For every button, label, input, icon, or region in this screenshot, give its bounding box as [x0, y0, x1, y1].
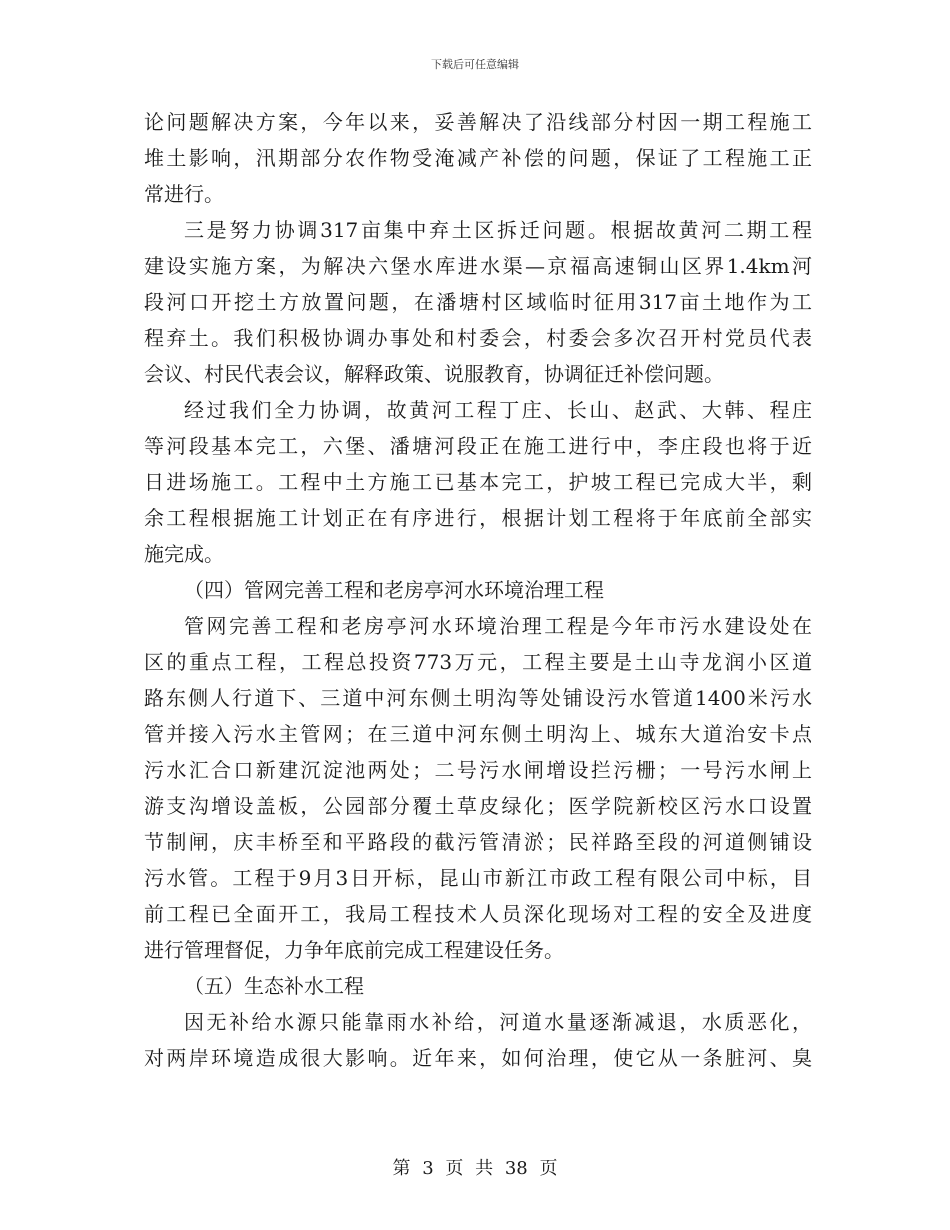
text-line: 段河口开挖土方放置问题，在潘塘村区域临时征用317亩土地作为工: [144, 290, 812, 314]
text-line: 论问题解决方案，今年以来，妥善解决了沿线部分村因一期工程施工: [144, 110, 812, 134]
text-line: 因无补给水源只能靠雨水补给，河道水量逐渐减退，水质恶化，: [184, 1010, 812, 1034]
text-line: 三是努力协调317亩集中弃土区拆迁问题。根据故黄河二期工程: [184, 218, 812, 242]
section-heading: （四）管网完善工程和老房亭河水环境治理工程: [184, 578, 604, 602]
text-line: 路东侧人行道下、三道中河东侧土明沟等处铺设污水管道1400米污水: [144, 686, 812, 710]
text-line: 程弃土。我们积极协调办事处和村委会，村委会多次召开村党员代表: [144, 326, 812, 350]
text-line: 游支沟增设盖板，公园部分覆土草皮绿化；医学院新校区污水口设置: [144, 794, 812, 818]
text-line: 常进行。: [144, 182, 224, 206]
text-line: 日进场施工。工程中土方施工已基本完工，护坡工程已完成大半，剩: [144, 470, 812, 494]
document-body: [144, 104, 812, 1076]
page-header: 下载后可任意编辑: [431, 58, 519, 71]
text-line: 进行管理督促，力争年底前完成工程建设任务。: [144, 938, 564, 962]
text-line: 节制闸，庆丰桥至和平路段的截污管清淤；民祥路至段的河道侧铺设: [144, 830, 812, 854]
page-number: 第 3 页 共 38 页: [392, 1158, 558, 1179]
text-line: 等河段基本完工，六堡、潘塘河段正在施工进行中，李庄段也将于近: [144, 434, 812, 458]
text-line: 前工程已全面开工，我局工程技术人员深化现场对工程的安全及进度: [144, 902, 812, 926]
text-line: 污水汇合口新建沉淀池两处；二号污水闸增设拦污栅；一号污水闸上: [144, 758, 812, 782]
text-line: 经过我们全力协调，故黄河工程丁庄、长山、赵武、大韩、程庄: [184, 398, 812, 422]
text-line: 会议、村民代表会议，解释政策、说服教育，协调征迁补偿问题。: [144, 362, 724, 386]
text-line: 区的重点工程，工程总投资773万元，工程主要是土山寺龙润小区道: [144, 650, 812, 674]
text-line: 管网完善工程和老房亭河水环境治理工程是今年市污水建设处在: [184, 614, 812, 638]
text-line: 污水管。工程于9月3日开标，昆山市新江市政工程有限公司中标，目: [144, 866, 812, 890]
text-line: 建设实施方案，为解决六堡水库进水渠—京福高速铜山区界1.4km河: [144, 254, 812, 278]
text-line: 堆土影响，汛期部分农作物受淹减产补偿的问题，保证了工程施工正: [144, 146, 812, 170]
text-line: 余工程根据施工计划正在有序进行，根据计划工程将于年底前全部实: [144, 506, 812, 530]
text-line: 对两岸环境造成很大影响。近年来，如何治理，使它从一条脏河、臭: [144, 1046, 812, 1070]
text-line: 管并接入污水主管网；在三道中河东侧土明沟上、城东大道治安卡点: [144, 722, 812, 746]
section-heading: （五）生态补水工程: [184, 974, 364, 998]
text-line: 施完成。: [144, 542, 224, 566]
